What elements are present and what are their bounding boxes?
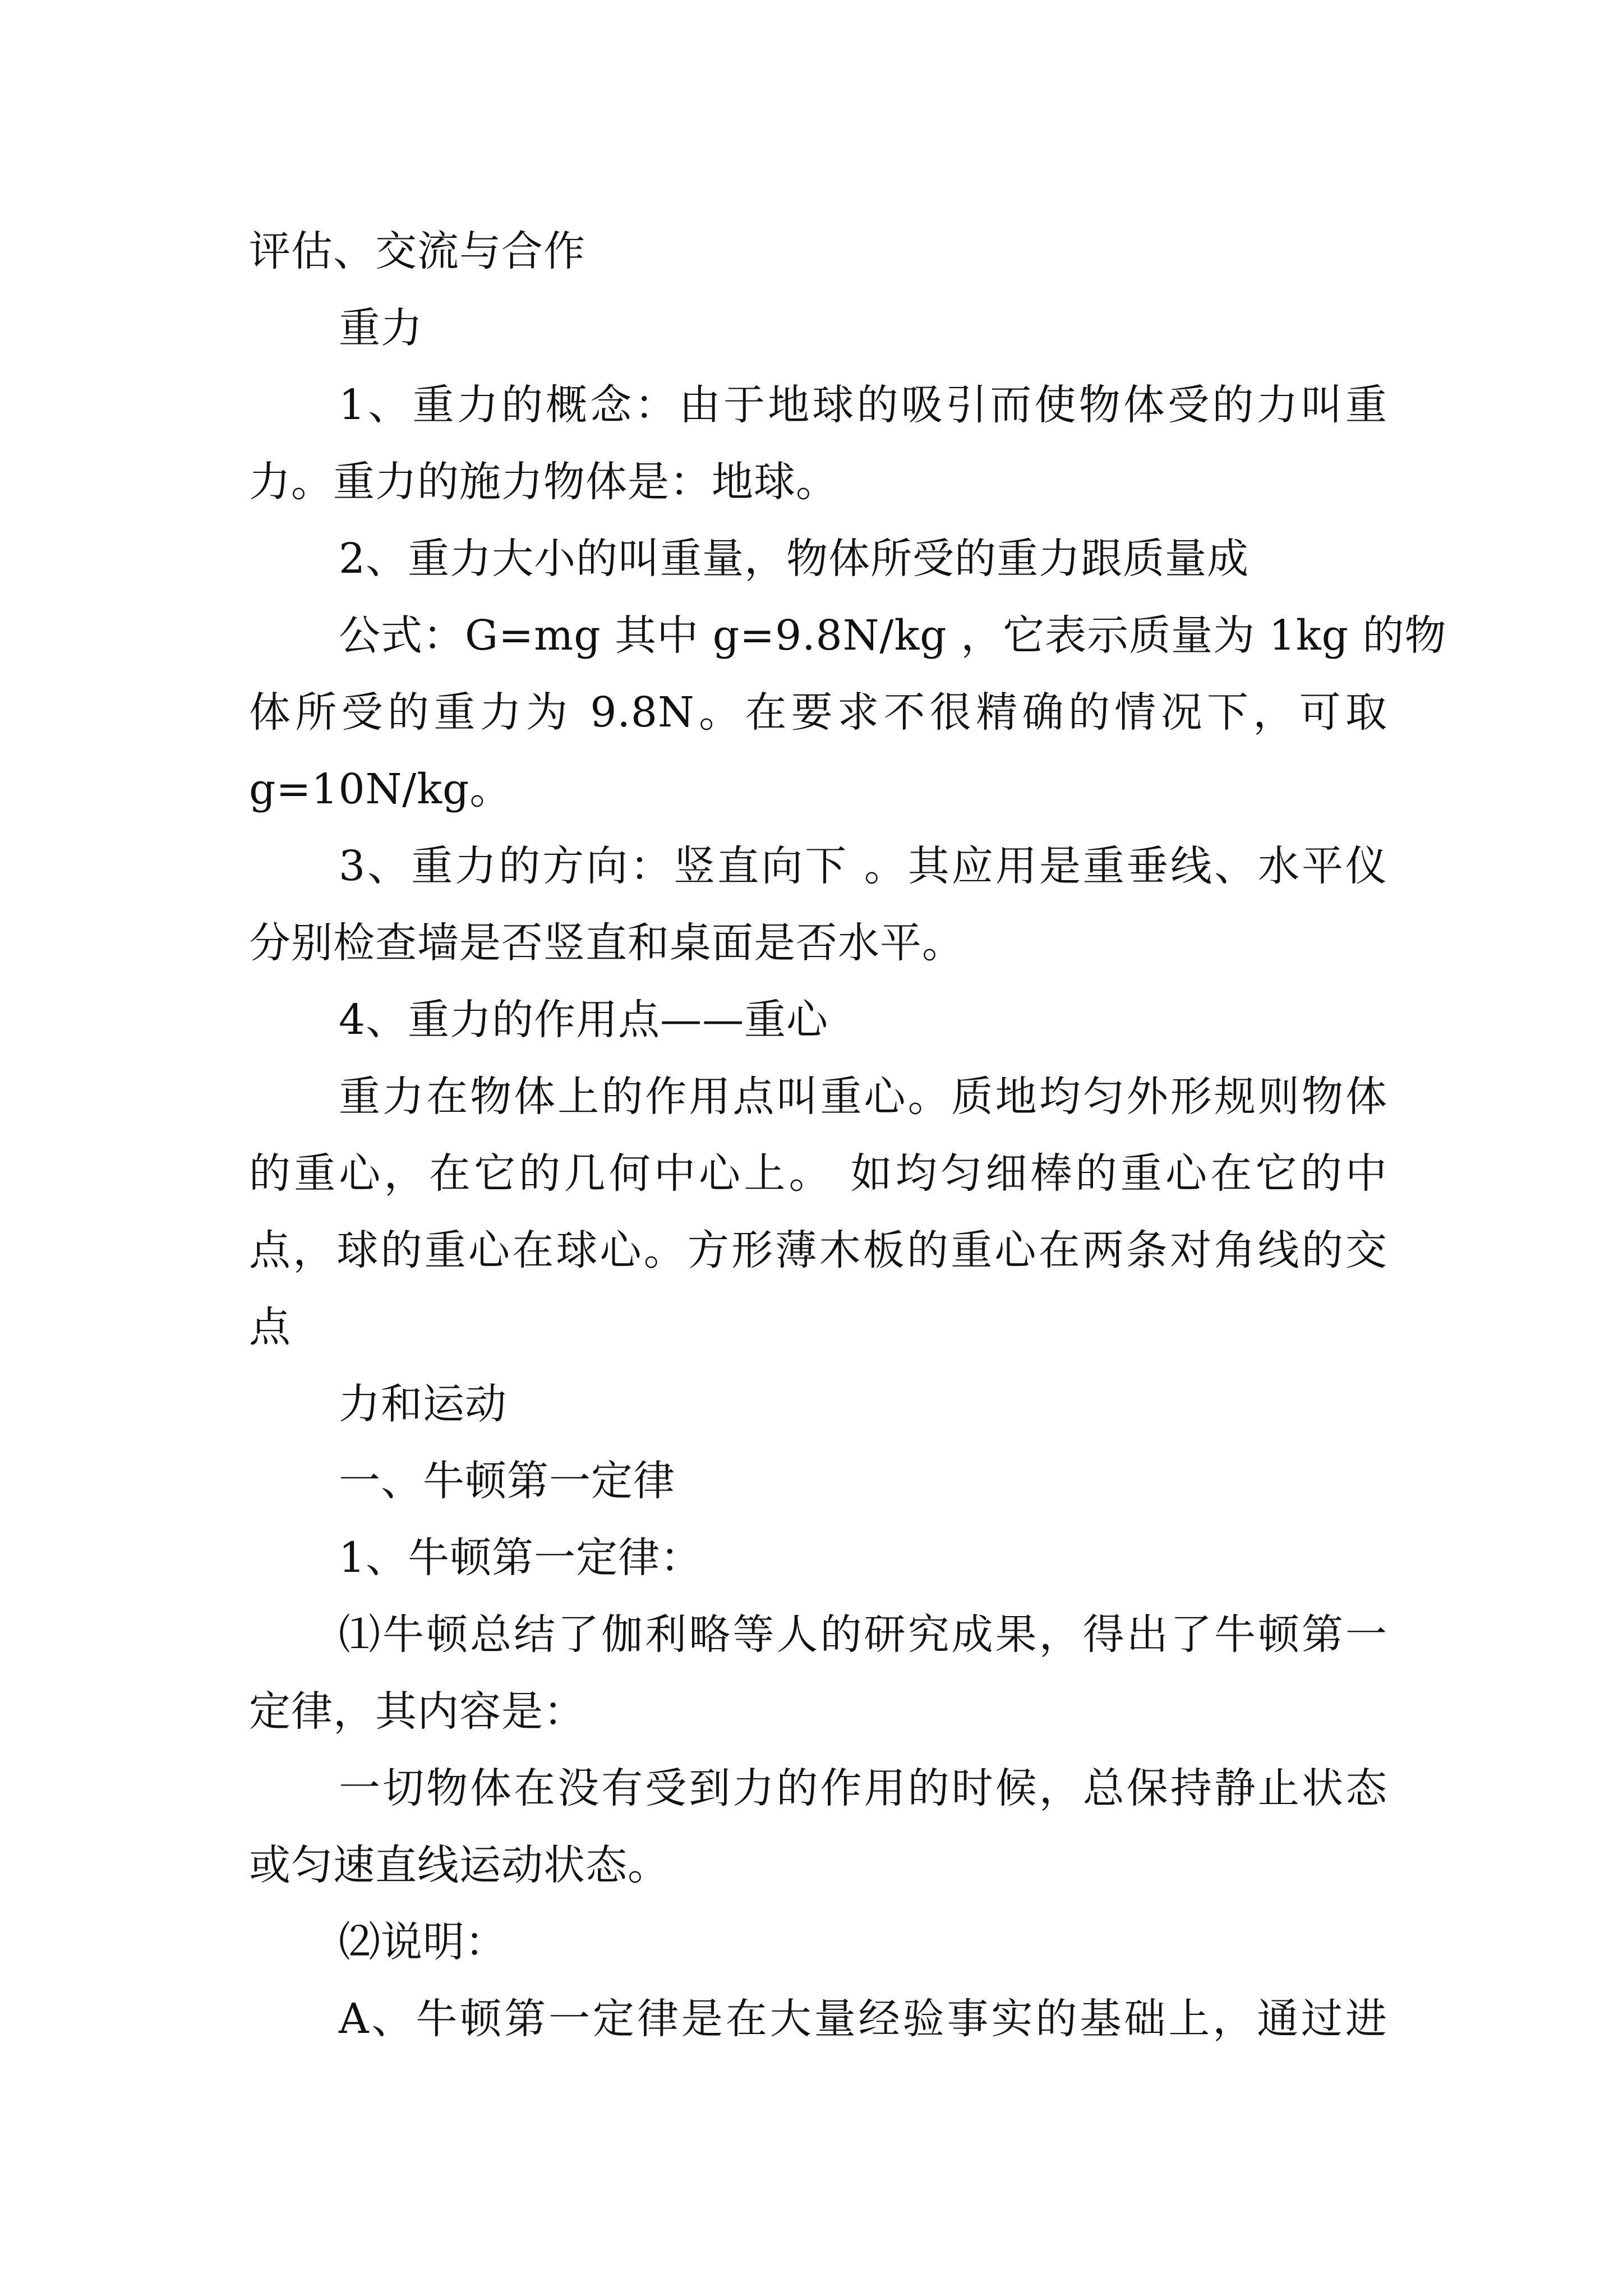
heading-force-motion: 力和运动 <box>339 1380 507 1428</box>
line-11: 4、重力的作用点——重心 <box>339 996 829 1044</box>
line-5: 2、重力大小的叫重量，物体所受的重力跟质量成 <box>339 535 1249 583</box>
line-21: 一切物体在没有受到力的作用的时候，总保持静止状态 <box>339 1764 1387 1812</box>
line-1: 评估、交流与合作 <box>249 227 585 275</box>
heading-newton-first-law: 一、牛顿第一定律 <box>339 1457 675 1505</box>
line-3: 1、重力的概念：由于地球的吸引而使物体受的力叫重 <box>339 381 1387 429</box>
line-14: 点，球的重心在球心。方形薄木板的重心在两条对角线的交 <box>249 1226 1387 1274</box>
line-15: 点 <box>249 1303 291 1351</box>
line-22: 或匀速直线运动状态。 <box>249 1841 670 1889</box>
line-9: 3、重力的方向：竖直向下 。其应用是重垂线、水平仪 <box>339 842 1387 890</box>
line-13: 的重心，在它的几何中心上。 如均匀细棒的重心在它的中 <box>249 1149 1387 1198</box>
line-6: 公式：G=mg 其中 g=9.8N/kg ，它表示质量为 1kg 的物 <box>339 611 1447 660</box>
line-20: 定律，其内容是： <box>249 1687 585 1736</box>
line-19: ⑴牛顿总结了伽利略等人的研究成果，得出了牛顿第一 <box>339 1611 1387 1659</box>
line-23: ⑵说明： <box>339 1918 507 1966</box>
document-body <box>249 213 1447 2058</box>
line-8: g=10N/kg。 <box>249 765 512 813</box>
line-10: 分别检查墙是否竖直和桌面是否水平。 <box>249 919 964 967</box>
line-18: 1、牛顿第一定律： <box>339 1534 703 1582</box>
line-24: A、牛顿第一定律是在大量经验事实的基础上，通过进 <box>339 1995 1387 2043</box>
line-4: 力。重力的施力物体是：地球。 <box>249 458 838 506</box>
line-7: 体所受的重力为 9.8N。在要求不很精确的情况下，可取 <box>249 688 1387 737</box>
heading-gravity: 重力 <box>339 304 423 352</box>
line-12: 重力在物体上的作用点叫重心。质地均匀外形规则物体 <box>339 1073 1387 1121</box>
